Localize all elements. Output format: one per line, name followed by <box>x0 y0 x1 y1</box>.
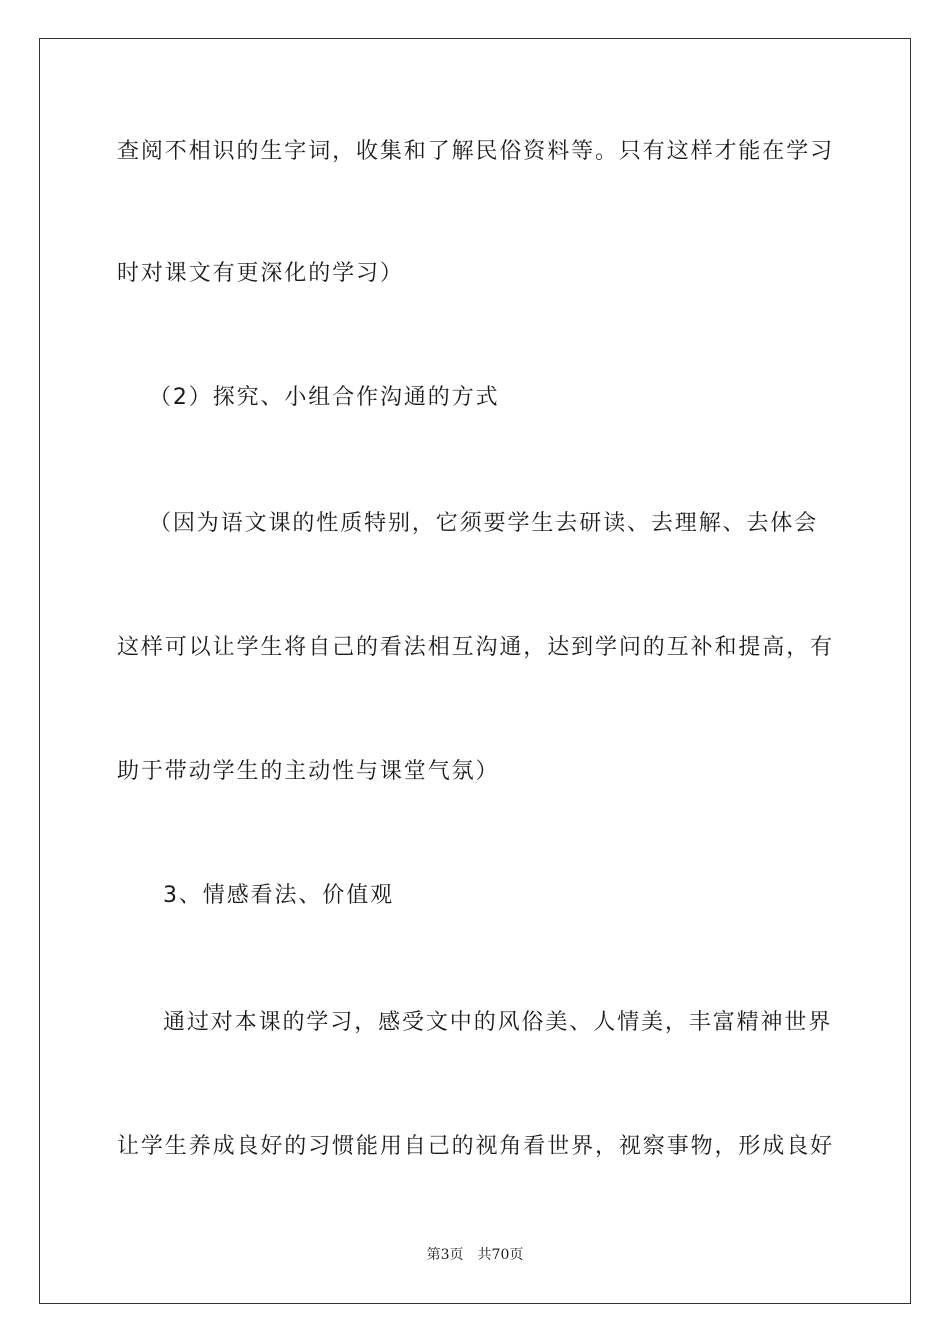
page-border <box>39 38 911 1304</box>
paragraph-line-1: 查阅不相识的生字词，收集和了解民俗资料等。只有这样才能在学习 <box>117 139 835 164</box>
page-number: 第3页 <box>426 1247 464 1263</box>
page-total: 共70页 <box>477 1247 524 1263</box>
paragraph-line-2: 时对课文有更深化的学习） <box>117 261 404 286</box>
paragraph-line-5: 助于带动学生的主动性与课堂气氛） <box>117 759 500 784</box>
page-footer <box>0 1245 950 1265</box>
paragraph-line-3: （因为语文课的性质特别，它须要学生去研读、去理解、去体会 <box>149 511 819 536</box>
paragraph-line-7: 让学生养成良好的习惯能用自己的视角看世界，视察事物，形成良好 <box>117 1134 835 1159</box>
paragraph-line-4: 这样可以让学生将自己的看法相互沟通，达到学问的互补和提高，有 <box>117 635 835 660</box>
paragraph-line-6: 通过对本课的学习，感受文中的风俗美、人情美，丰富精神世界 <box>163 1010 833 1035</box>
section-heading-2: （2）探究、小组合作沟通的方式 <box>149 385 500 410</box>
section-heading-3: 3、情感看法、价值观 <box>163 883 394 908</box>
